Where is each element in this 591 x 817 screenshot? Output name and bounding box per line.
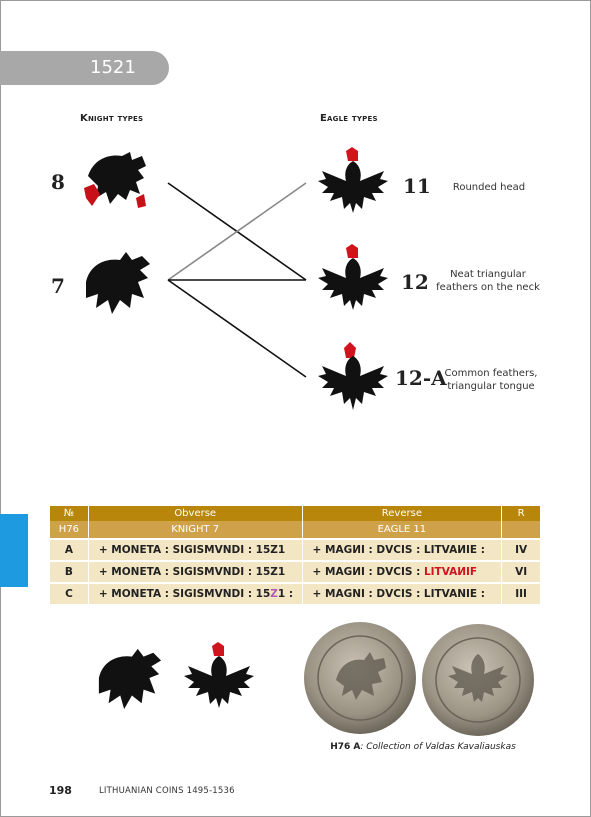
table-header-row xyxy=(50,506,540,521)
photo-caption xyxy=(304,742,542,752)
rarity: VI xyxy=(502,561,540,583)
row-id: C xyxy=(50,583,88,604)
eagle-type-11-number: 11 xyxy=(403,174,431,198)
row-id: A xyxy=(50,539,88,561)
table-subheader-row xyxy=(50,521,540,539)
year-label: 1521 xyxy=(90,57,136,78)
obverse-legend xyxy=(88,583,302,604)
eagle-11-icon xyxy=(316,147,390,219)
chapter-marker xyxy=(0,514,28,587)
coin-reverse-photo xyxy=(418,620,538,740)
caption-text: : Collection of Valdas Kavaliauskas xyxy=(360,742,516,752)
col-obverse-header: Obverse xyxy=(88,506,302,521)
eagle-type-12-desc: Neat triangular feathers on the neck xyxy=(436,269,540,293)
eagle-type-12a-number: 12-A xyxy=(395,366,447,390)
table-row xyxy=(50,539,540,561)
row-id: B xyxy=(50,561,88,583)
rarity-blank xyxy=(502,521,540,539)
knight-7-icon xyxy=(80,248,154,318)
eagle-type-12-number: 12 xyxy=(401,270,429,294)
reverse-legend: + MAGNI : DVCIS : LITVANIE : xyxy=(302,583,502,604)
rarity: III xyxy=(502,583,540,604)
eagle-types-heading: Eagle types xyxy=(320,113,378,124)
eagle-12-icon xyxy=(316,244,390,316)
obverse-legend-highlight: Z xyxy=(270,588,278,600)
knight-8-icon xyxy=(80,148,152,212)
reverse-legend-highlight: LITVAИIF xyxy=(423,566,478,578)
reverse-legend-plain: + MAGИI : DVCIS : xyxy=(312,566,424,578)
obverse-legend-part: 1 : xyxy=(277,588,294,600)
knight-type-8-number: 8 xyxy=(51,170,65,194)
obverse-legend: + MONETA : SIGISMVNDI : 15Z1 xyxy=(88,539,302,561)
table-row xyxy=(50,561,540,583)
running-footer-title: LITHUANIAN COINS 1495-1536 xyxy=(99,786,235,796)
reverse-legend xyxy=(302,561,502,583)
eagle-11-example-icon xyxy=(182,642,256,714)
eagle-type-11-desc: Rounded head xyxy=(452,182,526,193)
coin-obverse-photo xyxy=(300,618,420,738)
col-reverse-header: Reverse xyxy=(302,506,502,521)
obverse-legend-part: + MONETA : SIGISMVNDI : 15 xyxy=(98,588,271,600)
eagle-type-12a-desc: Common feathers, triangular tongue xyxy=(444,368,538,392)
coin-variants-table xyxy=(50,506,540,604)
col-number-header: № xyxy=(50,506,88,521)
knight-types-heading: Knight types xyxy=(80,113,144,124)
knight-7-example-icon xyxy=(92,645,166,713)
knight-type-7-number: 7 xyxy=(51,274,65,298)
caption-code: H76 A xyxy=(330,742,361,752)
obverse-type: KNIGHT 7 xyxy=(88,521,302,539)
eagle-12a-icon xyxy=(316,340,390,414)
type-code: H76 xyxy=(50,521,88,539)
reverse-legend: + MAGИI : DVCIS : LITVAИIE : xyxy=(302,539,502,561)
table-row xyxy=(50,583,540,604)
rarity: IV xyxy=(502,539,540,561)
obverse-legend: + MONETA : SIGISMVNDI : 15Z1 xyxy=(88,561,302,583)
col-rarity-header: R xyxy=(502,506,540,521)
page-number: 198 xyxy=(49,784,72,797)
reverse-type: EAGLE 11 xyxy=(302,521,502,539)
